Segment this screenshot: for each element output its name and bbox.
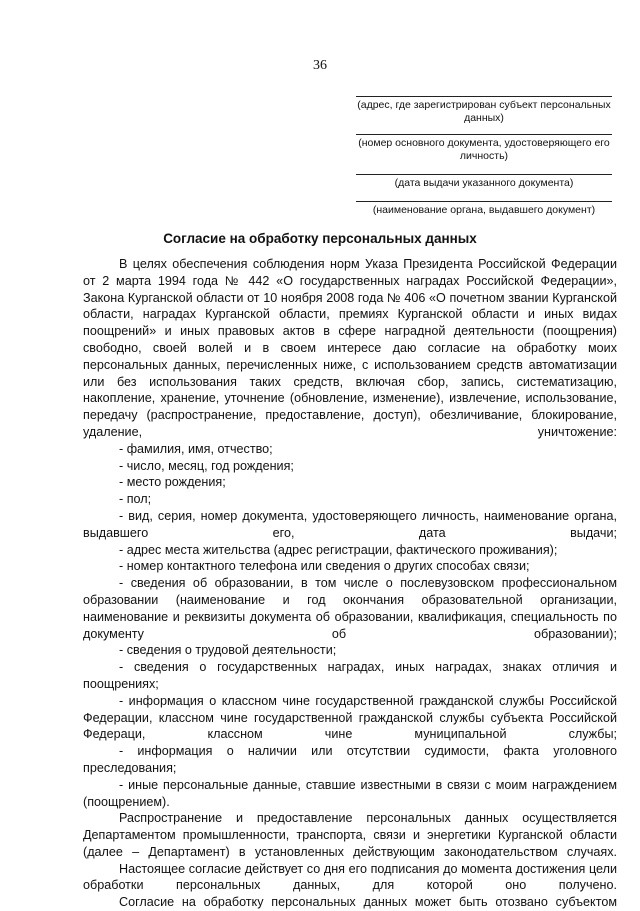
list-item-phone: - номер контактного телефона или сведения о других способах связи; xyxy=(119,559,530,574)
intro-paragraph: В целях обеспечения соблюдения норм Указа Президента Российской Федерации от 2 марта 1994 года № 442 «О государственных наградах Российской Федерации», Закона Курганской области от 10 ноября 2008 года № 406 «О почетном звании Курганской области, наградах Курганской области, премиях Курганской области и иных видах поощрений» и иных правовых актов в сфере наградной деятельности (поощрения) свободно, своей волей и в своем интересе даю согласие на обработку моих персональных данных, перечисленных ниже, с использованием средств автоматизации или без использования таких средств, включая сбор, запись, систематизацию, накопление, хранение, уточнение (обновление, изменение), извлечение, использование, передачу (распространение, предоставление, доступ), обезличивание, блокирование, удаление, уничтожение: xyxy=(83,257,617,439)
list-item-address: - адрес места жительства (адрес регистрации, фактического проживания); xyxy=(119,542,558,557)
validity-paragraph: Настоящее согласие действует со дня его подписания до момента достижения цели обработки персональных данных, для которой оно получено. xyxy=(83,861,617,893)
revocation-paragraph: Согласие на обработку персональных данных может быть отозвано субъектом xyxy=(119,895,617,910)
list-item-full-name: - фамилия, имя, отчество; xyxy=(119,441,273,456)
list-item-id-document: - вид, серия, номер документа, удостоверяющего личность, наименование органа, выдавшего его, дата выдачи; xyxy=(83,508,617,540)
list-item-civil-service-rank: - информация о классном чине государственной гражданской службы Российской Федерации, классном чине государственной гражданской службы субъекта Российской Федераци, классном чине муниципальной службы; xyxy=(83,693,617,742)
distribution-paragraph: Распространение и предоставление персональных данных осуществляется Департаментом промышленности, транспорта, связи и энергетики Курганской области (далее – Департамент) в установленных действующим законодательством случаях. xyxy=(83,811,617,859)
document-title: Согласие на обработку персональных данных xyxy=(163,231,477,246)
issuing-authority-caption: (наименование органа, выдавшего документ) xyxy=(356,201,612,217)
list-item-sex: - пол; xyxy=(119,492,152,507)
address-field-caption: (адрес, где зарегистрирован субъект персональных данных) xyxy=(356,96,612,125)
list-item-work-history: - сведения о трудовой деятельности; xyxy=(119,643,337,658)
id-document-number-caption: (номер основного документа, удостоверяющего его личность) xyxy=(356,134,612,163)
list-item-other-data: - иные персональные данные, ставшие известными в связи с моим награждением (поощрением). xyxy=(83,777,617,809)
consent-body xyxy=(83,256,617,911)
list-item-criminal-record: - информация о наличии или отсутствии судимости, факта уголовного преследования; xyxy=(83,744,617,775)
issue-date-caption: (дата выдачи указанного документа) xyxy=(356,174,612,190)
list-item-birth-date: - число, месяц, год рождения; xyxy=(119,458,294,473)
list-item-birth-place: - место рождения; xyxy=(119,475,226,490)
list-item-education: - сведения об образовании, в том числе о послевузовском профессиональном образовании (наименование и год окончания образовательной организации, наименование и реквизиты документа об образовании, квалификация, специальность по документу об образовании); xyxy=(83,576,617,641)
list-item-awards: - сведения о государственных наградах, иных наградах, знаках отличия и поощрениях; xyxy=(83,660,617,691)
page-number: 36 xyxy=(313,58,327,73)
